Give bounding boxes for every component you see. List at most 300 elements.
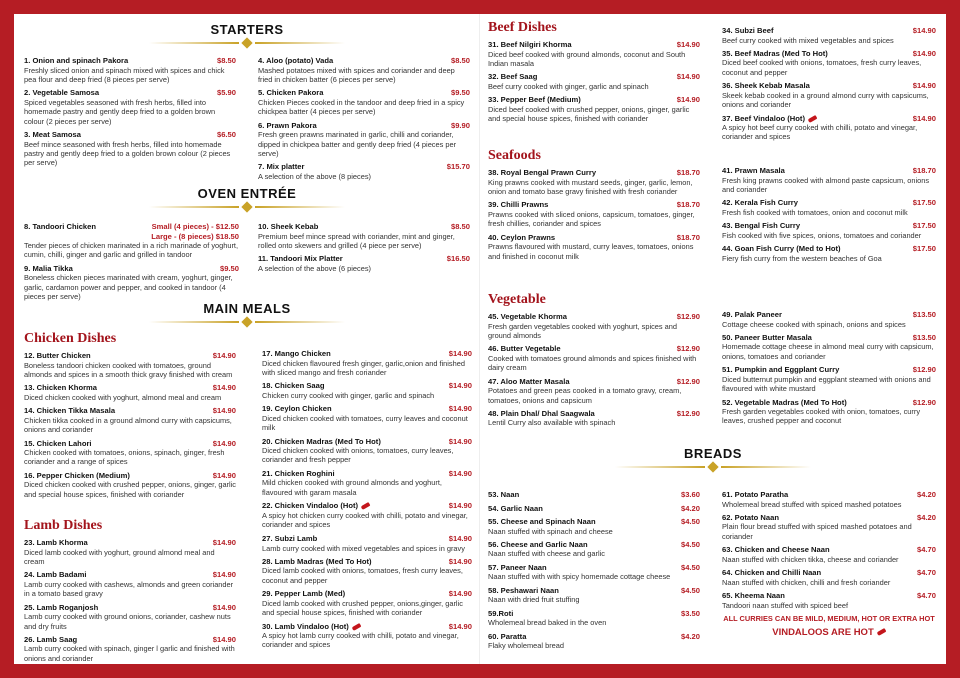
item-description: Naan stuffed with chicken, chilli and fresh coriander bbox=[722, 577, 891, 587]
menu-item bbox=[258, 162, 470, 181]
item-price: $15.70 bbox=[446, 162, 470, 172]
menu-item bbox=[24, 351, 236, 379]
item-description: Naan stuffed with cheese and garlic bbox=[488, 549, 605, 559]
menu-item bbox=[24, 406, 236, 434]
item-name: 34. Subzi Beef bbox=[722, 26, 774, 35]
item-description: Spiced vegetables seasoned with fresh herbs, filled into homemade pastry and gently deep fried to a golden brown colour (2 pieces per serve) bbox=[24, 97, 216, 126]
item-price: $14.90 bbox=[912, 81, 936, 91]
item-price: $8.50 bbox=[450, 222, 470, 231]
menu-item bbox=[488, 233, 700, 261]
item-name: 53. Naan bbox=[488, 490, 520, 499]
menu-item bbox=[722, 568, 936, 587]
item-name: 19. Ceylon Chicken bbox=[262, 404, 332, 414]
menu-item bbox=[262, 534, 472, 553]
item-name: 50. Paneer Butter Masala bbox=[722, 332, 812, 342]
item-description: Diced chicken cooked with crushed pepper, onions, ginger, garlic and special house spices, finished with coriander bbox=[24, 480, 236, 499]
menu-item bbox=[262, 349, 472, 377]
menu-item bbox=[488, 95, 700, 123]
menu-item bbox=[722, 333, 936, 361]
item-price: $14.90 bbox=[448, 436, 472, 446]
item-price: $12.90 bbox=[676, 376, 700, 386]
chili-icon bbox=[808, 115, 818, 123]
item-name: 48. Plain Dhal/ Dhal Saagwala bbox=[488, 408, 595, 418]
menu-item bbox=[262, 437, 472, 465]
item-name: 29. Pepper Lamb (Med) bbox=[262, 589, 346, 599]
item-price: $4.50 bbox=[680, 562, 700, 572]
menu-item bbox=[24, 471, 236, 499]
item-name: 13. Chicken Khorma bbox=[24, 383, 98, 393]
item-price: $4.20 bbox=[680, 631, 700, 641]
chili-icon bbox=[361, 502, 371, 510]
item-name: 63. Chicken and Cheese Naan bbox=[722, 545, 830, 555]
item-name: 26. Lamb Saag bbox=[24, 634, 78, 644]
item-description: Diced beef cooked with onions, tomatoes, fresh curry leaves, coconut and pepper bbox=[722, 58, 922, 77]
item-price: $12.90 bbox=[912, 397, 936, 407]
item-name: 38. Royal Bengal Prawn Curry bbox=[488, 168, 597, 177]
item-description: Diced lamb cooked with crushed pepper, onions,ginger, garlic and special house spices, finished with coriander bbox=[262, 598, 463, 618]
item-description: Naan stuffed with with spicy homemade cottage cheese bbox=[488, 572, 671, 582]
item-description: Naan stuffed with spinach and cheese bbox=[488, 526, 613, 536]
item-description: Naan stuffed with chicken tikka, cheese and coriander bbox=[722, 554, 899, 564]
menu-item bbox=[258, 222, 470, 250]
item-price: $17.50 bbox=[912, 244, 936, 254]
menu-item bbox=[722, 114, 936, 142]
item-name: 44. Goan Fish Curry (Med to Hot) bbox=[722, 244, 841, 254]
menu-item bbox=[24, 264, 239, 302]
item-name: 25. Lamb Roganjosh bbox=[24, 602, 99, 612]
item-description: Boneless tandoori chicken cooked with tomatoes, ground almonds and spices in a smooth thick gravy finished with cream bbox=[24, 360, 233, 379]
item-description: A spicy hot chicken curry cooked with chilli, potato and vinegar, coriander and spices bbox=[262, 510, 468, 530]
item-name: 32. Beef Saag bbox=[488, 72, 538, 82]
chicken-left-column bbox=[24, 331, 236, 503]
menu-item bbox=[488, 168, 700, 196]
menu-item bbox=[488, 200, 700, 228]
item-name: 16. Pepper Chicken (Medium) bbox=[24, 470, 130, 480]
item-description: Freshly sliced onion and spinach mixed with spices and chick pea flour and deep fried (8 pieces per serve) bbox=[24, 65, 225, 84]
item-name: 55. Cheese and Spinach Naan bbox=[488, 517, 596, 526]
menu-item bbox=[722, 591, 936, 610]
curry-heat-note: ALL CURRIES CAN BE MILD, MEDIUM, HOT OR EXTRA HOT bbox=[723, 613, 935, 623]
section-title-breads: BREADS bbox=[684, 446, 742, 461]
item-name: 5. Chicken Pakora bbox=[258, 88, 324, 98]
item-name: 36. Sheek Kebab Masala bbox=[722, 81, 810, 91]
item-name: 60. Paratta bbox=[488, 631, 527, 641]
oven-left-column bbox=[24, 222, 239, 306]
item-description: Diced chicken cooked with tomatoes, curry leaves and coconut milk bbox=[262, 413, 468, 433]
item-description: Potatoes and green peas cooked in a tomato gravy, cream, tomatoes, onions and capsicum bbox=[488, 386, 682, 405]
starters-section bbox=[14, 22, 480, 53]
item-price: $4.70 bbox=[916, 591, 936, 601]
item-description: Chicken curry cooked with ginger, garlic and spinach bbox=[262, 390, 435, 400]
item-price: $4.70 bbox=[916, 568, 936, 578]
item-price: $14.90 bbox=[212, 438, 236, 448]
item-name: 64. Chicken and Chilli Naan bbox=[722, 568, 822, 578]
menu-item bbox=[722, 310, 936, 329]
veg-left-column bbox=[488, 292, 700, 432]
item-description: Chicken tikka cooked in a ground almond curry with capsicums, onions and coriander bbox=[24, 415, 232, 435]
item-description: Lamb curry cooked with spinach, ginger l garlic and finished with onions and coriander bbox=[24, 644, 235, 663]
item-description: Flaky wholemeal bread bbox=[488, 641, 564, 651]
item-description: Cottage cheese cooked with spinach, onions and spices bbox=[722, 319, 906, 329]
item-name: 47. Aloo Matter Masala bbox=[488, 376, 570, 386]
menu-item bbox=[722, 166, 936, 194]
item-price: $14.90 bbox=[448, 556, 472, 566]
item-name: 42. Kerala Fish Curry bbox=[722, 198, 798, 208]
item-description: Fiery fish curry from the western beaches of Goa bbox=[722, 253, 882, 263]
item-description: Mashed potatoes mixed with spices and coriander and deep fried in chicken batter (6 pieces per serve) bbox=[258, 65, 455, 84]
category-beef: Beef Dishes bbox=[488, 20, 557, 35]
menu-item bbox=[24, 538, 236, 566]
item-description: Wholemeal bread stuffed with spiced mashed potatoes bbox=[722, 499, 902, 509]
item-price: $12.90 bbox=[676, 344, 700, 354]
item-description: Prawns flavoured with mustard, curry leaves, tomatoes, onions and finished in coconut milk bbox=[488, 242, 694, 261]
category-chicken: Chicken Dishes bbox=[24, 331, 117, 346]
left-menu-page bbox=[14, 14, 480, 664]
item-description: Beef curry cooked with ginger, garlic and spinach bbox=[488, 81, 649, 91]
category-lamb: Lamb Dishes bbox=[24, 518, 103, 533]
item-name: 18. Chicken Saag bbox=[262, 381, 325, 391]
item-price: $8.50 bbox=[216, 56, 236, 65]
item-price: $14.90 bbox=[212, 351, 236, 360]
menu-item bbox=[722, 513, 936, 541]
item-name: 30. Lamb Vindaloo (Hot) bbox=[262, 621, 349, 631]
item-name: 57. Paneer Naan bbox=[488, 562, 547, 572]
menu-item bbox=[258, 88, 470, 116]
main-section bbox=[14, 301, 480, 332]
item-name: 11. Tandoori Mix Platter bbox=[258, 254, 343, 264]
starters-right-column bbox=[258, 56, 470, 185]
item-price: $17.50 bbox=[912, 221, 936, 231]
item-description: Lamb curry cooked with mixed vegetables and spices in gravy bbox=[262, 543, 465, 553]
menu-item bbox=[262, 589, 472, 617]
ornament-divider bbox=[480, 463, 946, 471]
item-price: $3.60 bbox=[680, 490, 700, 499]
item-description: Diced butternut pumpkin and eggplant steamed with onions and flavoured with white mustard bbox=[722, 374, 931, 394]
item-price: $13.50 bbox=[912, 310, 936, 319]
menu-item bbox=[262, 469, 472, 497]
item-description: Premium beef mince spread with coriander, mint and ginger, rolled onto skewers and grilled (4 piece per serve) bbox=[258, 231, 455, 250]
item-price: $14.90 bbox=[212, 383, 236, 393]
item-name: 8. Tandoori Chicken bbox=[24, 222, 97, 231]
oven-right-column bbox=[258, 222, 470, 277]
menu-item bbox=[262, 501, 472, 529]
menu-item bbox=[488, 609, 700, 628]
menu-item bbox=[722, 198, 936, 217]
item-price: $14.90 bbox=[212, 634, 236, 644]
item-name: 1. Onion and spinach Pakora bbox=[24, 56, 129, 65]
item-price: $18.70 bbox=[676, 200, 700, 210]
menu-item bbox=[488, 586, 700, 605]
veg-right-column bbox=[722, 310, 936, 430]
ornament-divider bbox=[14, 39, 480, 47]
item-name: 33. Pepper Beef (Medium) bbox=[488, 95, 581, 105]
item-description: Lamb curry cooked with ground onions, coriander, cashew nuts and dry fruits bbox=[24, 612, 231, 631]
item-price: $14.90 bbox=[448, 589, 472, 599]
item-name: 20. Chicken Madras (Med To Hot) bbox=[262, 436, 381, 446]
oven-section bbox=[14, 186, 480, 217]
item-name: 43. Bengal Fish Curry bbox=[722, 221, 801, 231]
section-title-main: MAIN MEALS bbox=[203, 301, 291, 316]
ornament-divider bbox=[14, 318, 480, 326]
item-name: 14. Chicken Tikka Masala bbox=[24, 406, 116, 416]
item-name: 56. Cheese and Garlic Naan bbox=[488, 539, 588, 549]
item-description: Lamb curry cooked with cashews, almonds and green coriander in a tomato based gravy bbox=[24, 579, 234, 599]
item-price: $14.90 bbox=[912, 26, 936, 35]
item-price: $3.50 bbox=[680, 608, 700, 618]
item-name: 41. Prawn Masala bbox=[722, 166, 785, 175]
item-price: $14.90 bbox=[212, 570, 236, 580]
menu-item bbox=[488, 632, 700, 651]
item-price-small: Small (4 pieces) - $12.50 bbox=[151, 222, 239, 231]
item-description: Beef curry cooked with mixed vegetables and spices bbox=[722, 35, 894, 45]
item-name: 6. Prawn Pakora bbox=[258, 120, 317, 130]
item-price: $16.50 bbox=[446, 254, 470, 264]
item-description: Fresh fish cooked with tomatoes, onion and coconut milk bbox=[722, 207, 908, 217]
item-price: $9.50 bbox=[450, 88, 470, 98]
menu-item bbox=[24, 439, 236, 467]
item-price: $14.90 bbox=[676, 95, 700, 105]
item-price: $14.90 bbox=[212, 538, 236, 547]
right-menu-page bbox=[480, 14, 946, 664]
item-name: 54. Garlic Naan bbox=[488, 503, 543, 513]
item-price: $14.90 bbox=[212, 602, 236, 612]
menu-item bbox=[722, 398, 936, 426]
item-price-large: Large - (8 pieces) $18.50 bbox=[151, 231, 239, 241]
item-name: 59.Roti bbox=[488, 608, 514, 618]
item-price: $12.90 bbox=[676, 408, 700, 418]
item-description: A spicy hot lamb curry cooked with chilli, potato and vinegar, coriander and spices bbox=[262, 631, 459, 650]
menu-item bbox=[722, 244, 936, 263]
item-description: Naan with dried fruit stuffing bbox=[488, 595, 580, 605]
menu-item bbox=[488, 563, 700, 582]
item-name: 22. Chicken Vindaloo (Hot) bbox=[262, 501, 359, 511]
item-description: Fresh garden vegetables cooked with onion, tomatoes, curry leaves, crushed pepper and coconut bbox=[722, 407, 921, 426]
item-price: $14.90 bbox=[448, 501, 472, 511]
item-price: $4.20 bbox=[680, 503, 700, 513]
item-name: 12. Butter Chicken bbox=[24, 351, 91, 360]
item-name: 51. Pumpkin and Eggplant Curry bbox=[722, 365, 840, 375]
chili-icon bbox=[876, 628, 886, 636]
item-description: Wholemeal bread baked in the oven bbox=[488, 618, 607, 628]
item-description: Skeek kebab cooked in a ground almond curry with capsicums, onions and coriander bbox=[722, 90, 929, 110]
category-vegetable: Vegetable bbox=[488, 292, 546, 307]
item-description: Diced lamb cooked with yoghurt, ground almond meal and cream bbox=[24, 547, 215, 566]
item-description: Fresh green prawns marinated in garlic, chilli and coriander, dipped in chickpea batter and gently deep fried (4 pieces per serve) bbox=[258, 130, 457, 158]
item-price: $4.50 bbox=[680, 517, 700, 526]
menu-item bbox=[488, 344, 700, 372]
item-name: 4. Aloo (potato) Vada bbox=[258, 56, 334, 65]
menu-item bbox=[722, 365, 936, 393]
category-seafoods: Seafoods bbox=[488, 148, 541, 163]
item-description: Plain flour bread stuffed with spiced mashed potatoes and coriander bbox=[722, 522, 912, 541]
item-price: $4.50 bbox=[680, 539, 700, 549]
item-price: $14.90 bbox=[448, 621, 472, 631]
menu-item bbox=[262, 622, 472, 650]
item-price: $4.20 bbox=[916, 490, 936, 499]
item-price: $5.90 bbox=[216, 88, 236, 98]
item-price: $9.90 bbox=[450, 120, 470, 130]
item-description: Diced chicken flavoured fresh ginger, garlic,onion and finished with sliced mango and fresh coriander bbox=[262, 358, 465, 377]
item-name: 52. Vegetable Madras (Med To Hot) bbox=[722, 397, 847, 407]
item-description: A selection of the above (6 pieces) bbox=[258, 263, 371, 273]
breads-right-column bbox=[722, 490, 936, 638]
item-description: Homemade cottage cheese in almond meal curry with capsicum, onions, tomatoes and coriander bbox=[722, 342, 934, 361]
item-description: Fresh king prawns cooked with almond paste capsicum, onions and coriander bbox=[722, 175, 930, 194]
lamb-left-column bbox=[24, 518, 236, 664]
menu-item bbox=[24, 570, 236, 598]
item-name: 37. Beef Vindaloo (Hot) bbox=[722, 113, 805, 123]
item-description: Diced chicken cooked with yoghurt, almond meal and cream bbox=[24, 392, 222, 402]
seafood-left-column bbox=[488, 148, 700, 265]
item-description: Tender pieces of chicken marinated in a rich marinade of yoghurt, cumin, chilli, ginger and garlic and grilled in tandoor bbox=[24, 241, 239, 260]
starters-left-column bbox=[24, 56, 236, 172]
seafood-right-column bbox=[722, 166, 936, 267]
breads-left-column bbox=[488, 490, 700, 654]
item-price: $14.90 bbox=[448, 404, 472, 414]
menu-item bbox=[722, 490, 936, 509]
item-name: 27. Subzi Lamb bbox=[262, 534, 318, 543]
item-price: $12.90 bbox=[912, 365, 936, 375]
item-price: $14.90 bbox=[912, 113, 936, 123]
item-description: Mild chicken cooked with ground almonds and yoghurt, flavoured with garam masala bbox=[262, 478, 442, 497]
item-price: $6.50 bbox=[216, 130, 236, 140]
item-description: Chicken Pieces cooked in the tandoor and deep fried in a spicy chickpea batter (4 pieces per serve) bbox=[258, 97, 465, 117]
item-description: Diced beef cooked with crushed pepper, onions, ginger, garlic and special house spices, finished with coriander bbox=[488, 104, 690, 124]
item-description: Fresh garden vegetables cooked with yoghurt, spices and ground almonds bbox=[488, 321, 677, 340]
item-name: 49. Palak Paneer bbox=[722, 310, 782, 319]
item-name: 15. Chicken Lahori bbox=[24, 438, 92, 448]
section-title-starters: STARTERS bbox=[210, 22, 284, 37]
menu-item bbox=[488, 377, 700, 405]
item-description: King prawns cooked with mustard seeds, ginger, garlic, lemon, onion and tomato base gravy finished with fresh coriander bbox=[488, 177, 693, 196]
item-price: $8.50 bbox=[450, 56, 470, 65]
menu-item bbox=[262, 557, 472, 585]
item-price: $18.70 bbox=[912, 166, 936, 175]
menu-item bbox=[488, 540, 700, 559]
menu-item bbox=[722, 545, 936, 564]
item-description: Fish cooked with five spices, onions, tomatoes and coriander bbox=[722, 230, 922, 240]
ornament-divider bbox=[14, 203, 480, 211]
item-name: 2. Vegetable Samosa bbox=[24, 88, 100, 98]
menu-item bbox=[488, 40, 700, 68]
item-price: $14.90 bbox=[676, 40, 700, 49]
item-price: $9.50 bbox=[219, 263, 239, 273]
item-description: Diced lamb cooked with onions, tomatoes, fresh curry leaves, coconut and pepper bbox=[262, 566, 463, 585]
item-name: 61. Potato Paratha bbox=[722, 490, 789, 499]
item-price: $17.50 bbox=[912, 198, 936, 208]
item-name: 21. Chicken Roghini bbox=[262, 468, 335, 478]
item-price: $18.70 bbox=[676, 168, 700, 177]
item-description: Cooked with tomatoes ground almonds and spices finished with dairy cream bbox=[488, 353, 697, 373]
item-price: $14.90 bbox=[912, 48, 936, 58]
menu-item bbox=[24, 130, 236, 168]
item-price: $4.50 bbox=[680, 585, 700, 595]
item-name: 35. Beef Madras (Med To Hot) bbox=[722, 48, 828, 58]
item-name: 45. Vegetable Khorma bbox=[488, 312, 567, 321]
item-price: $18.70 bbox=[676, 232, 700, 242]
item-name: 58. Peshawari Naan bbox=[488, 585, 559, 595]
menu-item bbox=[722, 81, 936, 109]
item-price: $4.70 bbox=[916, 545, 936, 555]
item-description: Beef mince seasoned with fresh herbs, filled into homemade pastry and gently deep fried to a golden brown colour (2 pieces per serve) bbox=[24, 139, 231, 168]
menu-item bbox=[722, 49, 936, 77]
item-name: 24. Lamb Badami bbox=[24, 570, 87, 580]
lamb-right-column bbox=[262, 534, 472, 654]
menu-item bbox=[488, 517, 700, 536]
item-name: 31. Beef Nilgiri Khorma bbox=[488, 40, 572, 49]
item-description: Diced chicken cooked with onions, tomatoes, curry leaves, coriander and fresh pepper bbox=[262, 446, 454, 465]
item-name: 28. Lamb Madras (Med To Hot) bbox=[262, 556, 372, 566]
chili-icon bbox=[351, 623, 361, 631]
item-price: $14.90 bbox=[448, 349, 472, 358]
vindaloo-note: VINDALOOS ARE HOT bbox=[722, 627, 936, 638]
item-price: $14.90 bbox=[448, 468, 472, 478]
item-name: 65. Kheema Naan bbox=[722, 591, 785, 601]
menu-item bbox=[258, 254, 470, 273]
item-description: Boneless chicken pieces marinated with cream, yoghurt, ginger, garlic, cardamon power and pepper, and cooked in tandoor (4 pieces per serve) bbox=[24, 273, 233, 302]
item-description: Tandoori naan stuffed with spiced beef bbox=[722, 600, 849, 610]
menu-item bbox=[24, 88, 236, 126]
item-name: 10. Sheek Kebab bbox=[258, 222, 319, 231]
menu-item bbox=[488, 72, 700, 91]
menu-item bbox=[258, 121, 470, 159]
item-price: $4.20 bbox=[916, 512, 936, 522]
item-description: Prawns cooked with sliced onions, capsicum, tomatoes, ginger, fresh chillies, coriander and spices bbox=[488, 209, 695, 229]
item-description: A selection of the above (8 pieces) bbox=[258, 171, 371, 181]
item-name: 17. Mango Chicken bbox=[262, 349, 331, 358]
item-price: $14.90 bbox=[212, 470, 236, 480]
item-name: 39. Chilli Prawns bbox=[488, 200, 549, 210]
item-price: $14.90 bbox=[448, 534, 472, 543]
item-price: $12.90 bbox=[676, 312, 700, 321]
beef-right-column bbox=[722, 26, 936, 146]
item-price: $13.50 bbox=[912, 332, 936, 342]
item-description: Diced beef cooked with ground almonds, coconut and South Indian masala bbox=[488, 49, 686, 68]
item-name: 9. Malia Tikka bbox=[24, 263, 73, 273]
menu-item bbox=[262, 381, 472, 400]
menu-item bbox=[488, 312, 700, 340]
item-name: 3. Meat Samosa bbox=[24, 130, 81, 140]
breads-section bbox=[480, 446, 946, 477]
item-description: Lentil Curry also available with spinach bbox=[488, 418, 616, 428]
menu-item bbox=[488, 504, 700, 514]
item-description: Chicken cooked with tomatoes, onions, spinach, ginger, fresh coriander and a range of spices bbox=[24, 448, 225, 467]
menu-item bbox=[24, 383, 236, 402]
item-name: 46. Butter Vegetable bbox=[488, 344, 561, 354]
menu-item bbox=[24, 603, 236, 631]
menu-item bbox=[488, 409, 700, 428]
menu-item bbox=[24, 635, 236, 663]
menu-item bbox=[722, 26, 936, 45]
chicken-right-column bbox=[262, 349, 472, 533]
item-name: 40. Ceylon Prawns bbox=[488, 232, 556, 242]
item-name: 62. Potato Naan bbox=[722, 512, 779, 522]
menu-item bbox=[24, 56, 236, 84]
beef-left-column bbox=[488, 20, 700, 128]
menu-item bbox=[24, 222, 239, 260]
menu-item bbox=[258, 56, 470, 84]
item-description: A spicy hot beef curry cooked with chilli, potato and vinegar, coriander and spices bbox=[722, 123, 918, 142]
menu-item bbox=[722, 221, 936, 240]
menu-item bbox=[488, 490, 700, 500]
item-name: 23. Lamb Khorma bbox=[24, 538, 88, 547]
item-name: 7. Mix platter bbox=[258, 162, 305, 172]
item-price: $14.90 bbox=[448, 381, 472, 391]
item-price: $14.90 bbox=[212, 406, 236, 416]
item-price: $14.90 bbox=[676, 72, 700, 82]
section-title-oven: OVEN ENTRÉE bbox=[197, 186, 297, 201]
menu-item bbox=[262, 404, 472, 432]
